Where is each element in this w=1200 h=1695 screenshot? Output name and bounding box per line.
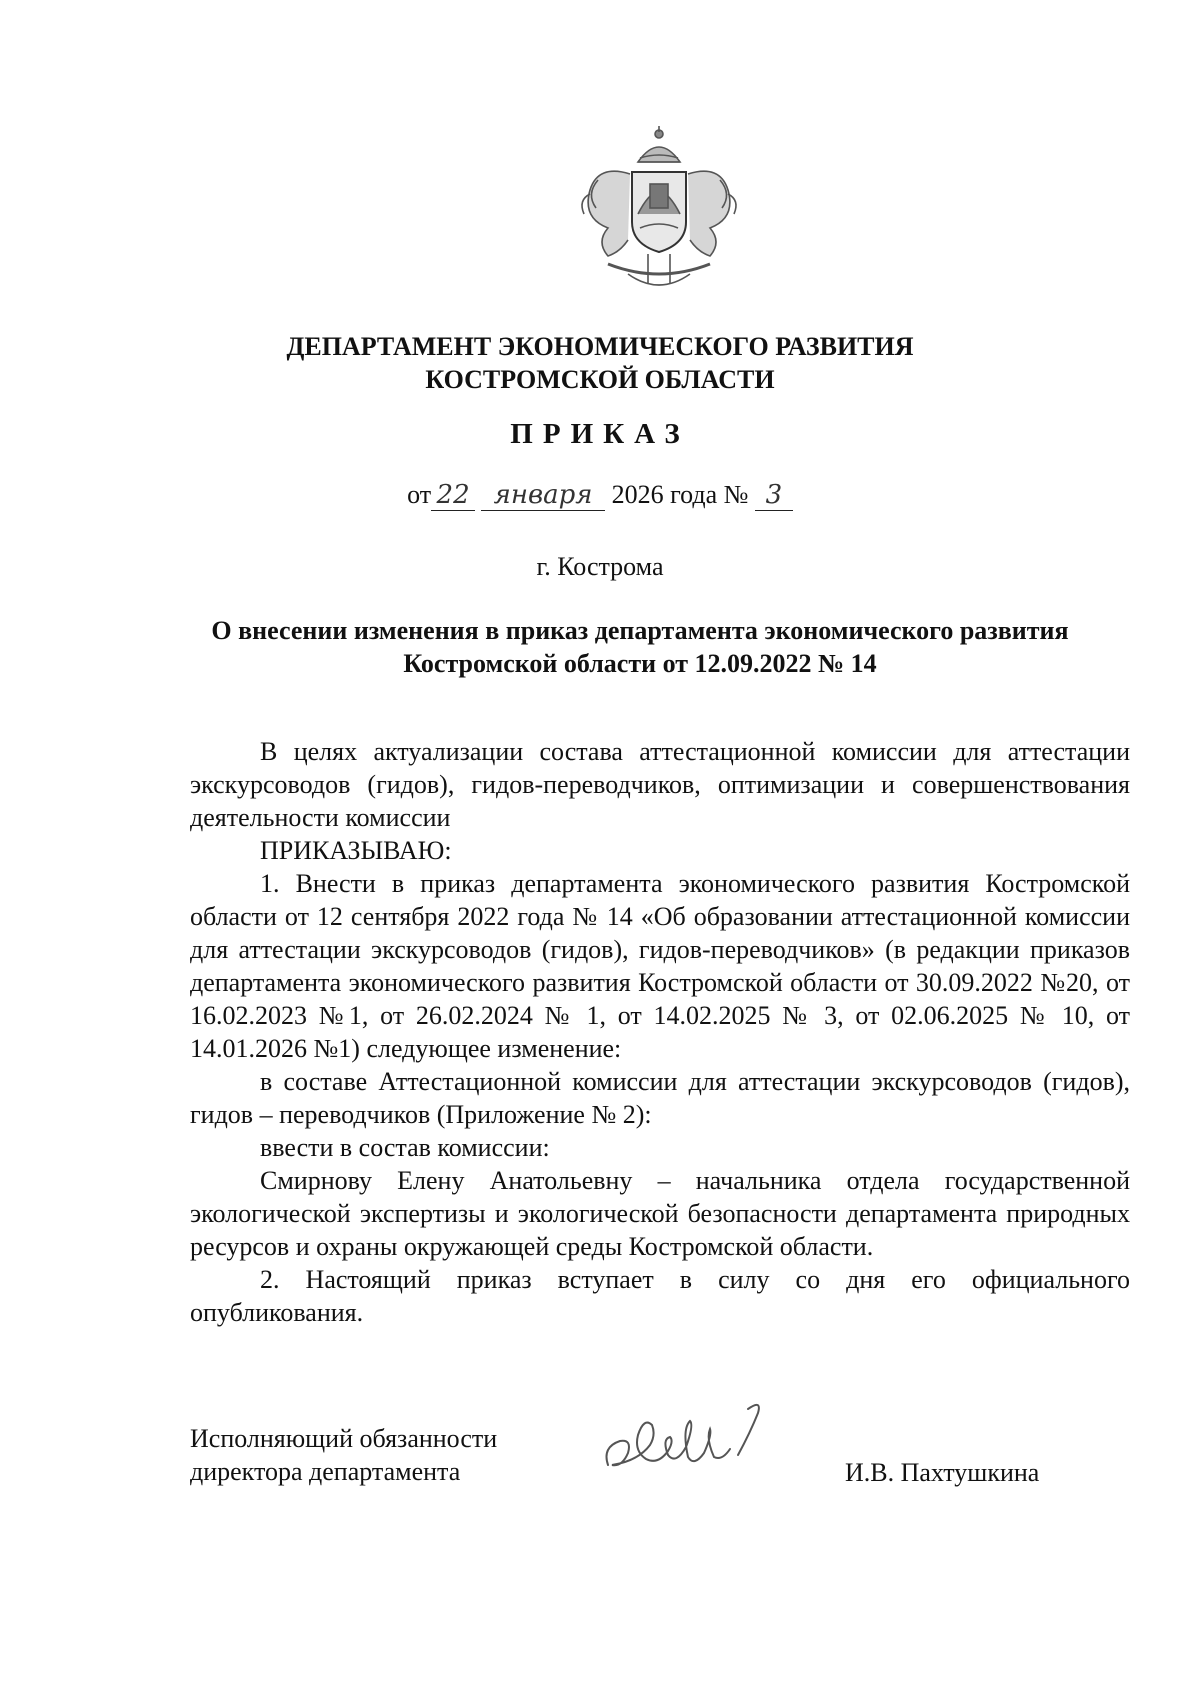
add-member-paragraph: ввести в состав комиссии: (260, 1133, 550, 1162)
order-number: 3 (755, 480, 793, 511)
city: г. Кострома (536, 552, 664, 581)
department-line-2: КОСТРОМСКОЙ ОБЛАСТИ (425, 365, 775, 394)
item-1-paragraph: 1. Внести в приказ департамента экономического развития Костромской области от 12 сентября 2022 года № 14 «Об образовании аттестационной комиссии для аттестации экскурсоводов (гидов), гидов-переводчиков» (в редакции приказов департамента экономического развития Костромской области от 30.09.2022 №20, от 16.02.2023 №1, от 26.02.2024 № 1, от 14.02.2025 № 3, от 02.06.2025 № 10, от 14.01.2026 №1) следующее изменение: (190, 869, 1130, 1063)
order-subject (180, 614, 1100, 680)
document-type: ПРИКАЗ (510, 418, 690, 450)
order-body (190, 735, 1130, 1329)
subject-line-1: О внесении изменения в приказ департамента экономического развития (211, 616, 1069, 645)
date-prefix: от (407, 480, 432, 509)
order-command: ПРИКАЗЫВАЮ: (260, 836, 452, 865)
date-day: 22 (431, 480, 475, 511)
item-2-paragraph: 2. Настоящий приказ вступает в силу со дня его официального опубликования. (190, 1265, 1130, 1327)
signer-position (190, 1422, 497, 1488)
signature-icon (598, 1395, 798, 1485)
subject-line-2: Костромской области от 12.09.2022 № 14 (403, 649, 877, 678)
department-line-1: ДЕПАРТАМЕНТ ЭКОНОМИЧЕСКОГО РАЗВИТИЯ (286, 332, 914, 361)
coat-of-arms-icon (568, 124, 750, 299)
signer-name: И.В. Пахтушкина (845, 1458, 1040, 1487)
date-year: 2026 года № (611, 480, 749, 509)
order-date-line (0, 480, 1200, 511)
member-paragraph: Смирнову Елену Анатольевну – начальника отдела государственной экологической экспертизы и экологической безопасности департамента природных ресурсов и охраны окружающей среды Костромской области. (190, 1166, 1130, 1261)
position-line-2: директора департамента (190, 1457, 461, 1486)
department-name (0, 330, 1200, 396)
position-line-1: Исполняющий обязанности (190, 1424, 498, 1453)
composition-paragraph: в составе Аттестационной комиссии для аттестации экскурсоводов (гидов), гидов – переводчиков (Приложение № 2): (190, 1067, 1130, 1129)
preamble-paragraph: В целях актуализации состава аттестационной комиссии для аттестации экскурсоводов (гидов), гидов-переводчиков, оптимизации и совершенствования деятельности комиссии (190, 737, 1130, 832)
date-month: января (481, 480, 605, 511)
